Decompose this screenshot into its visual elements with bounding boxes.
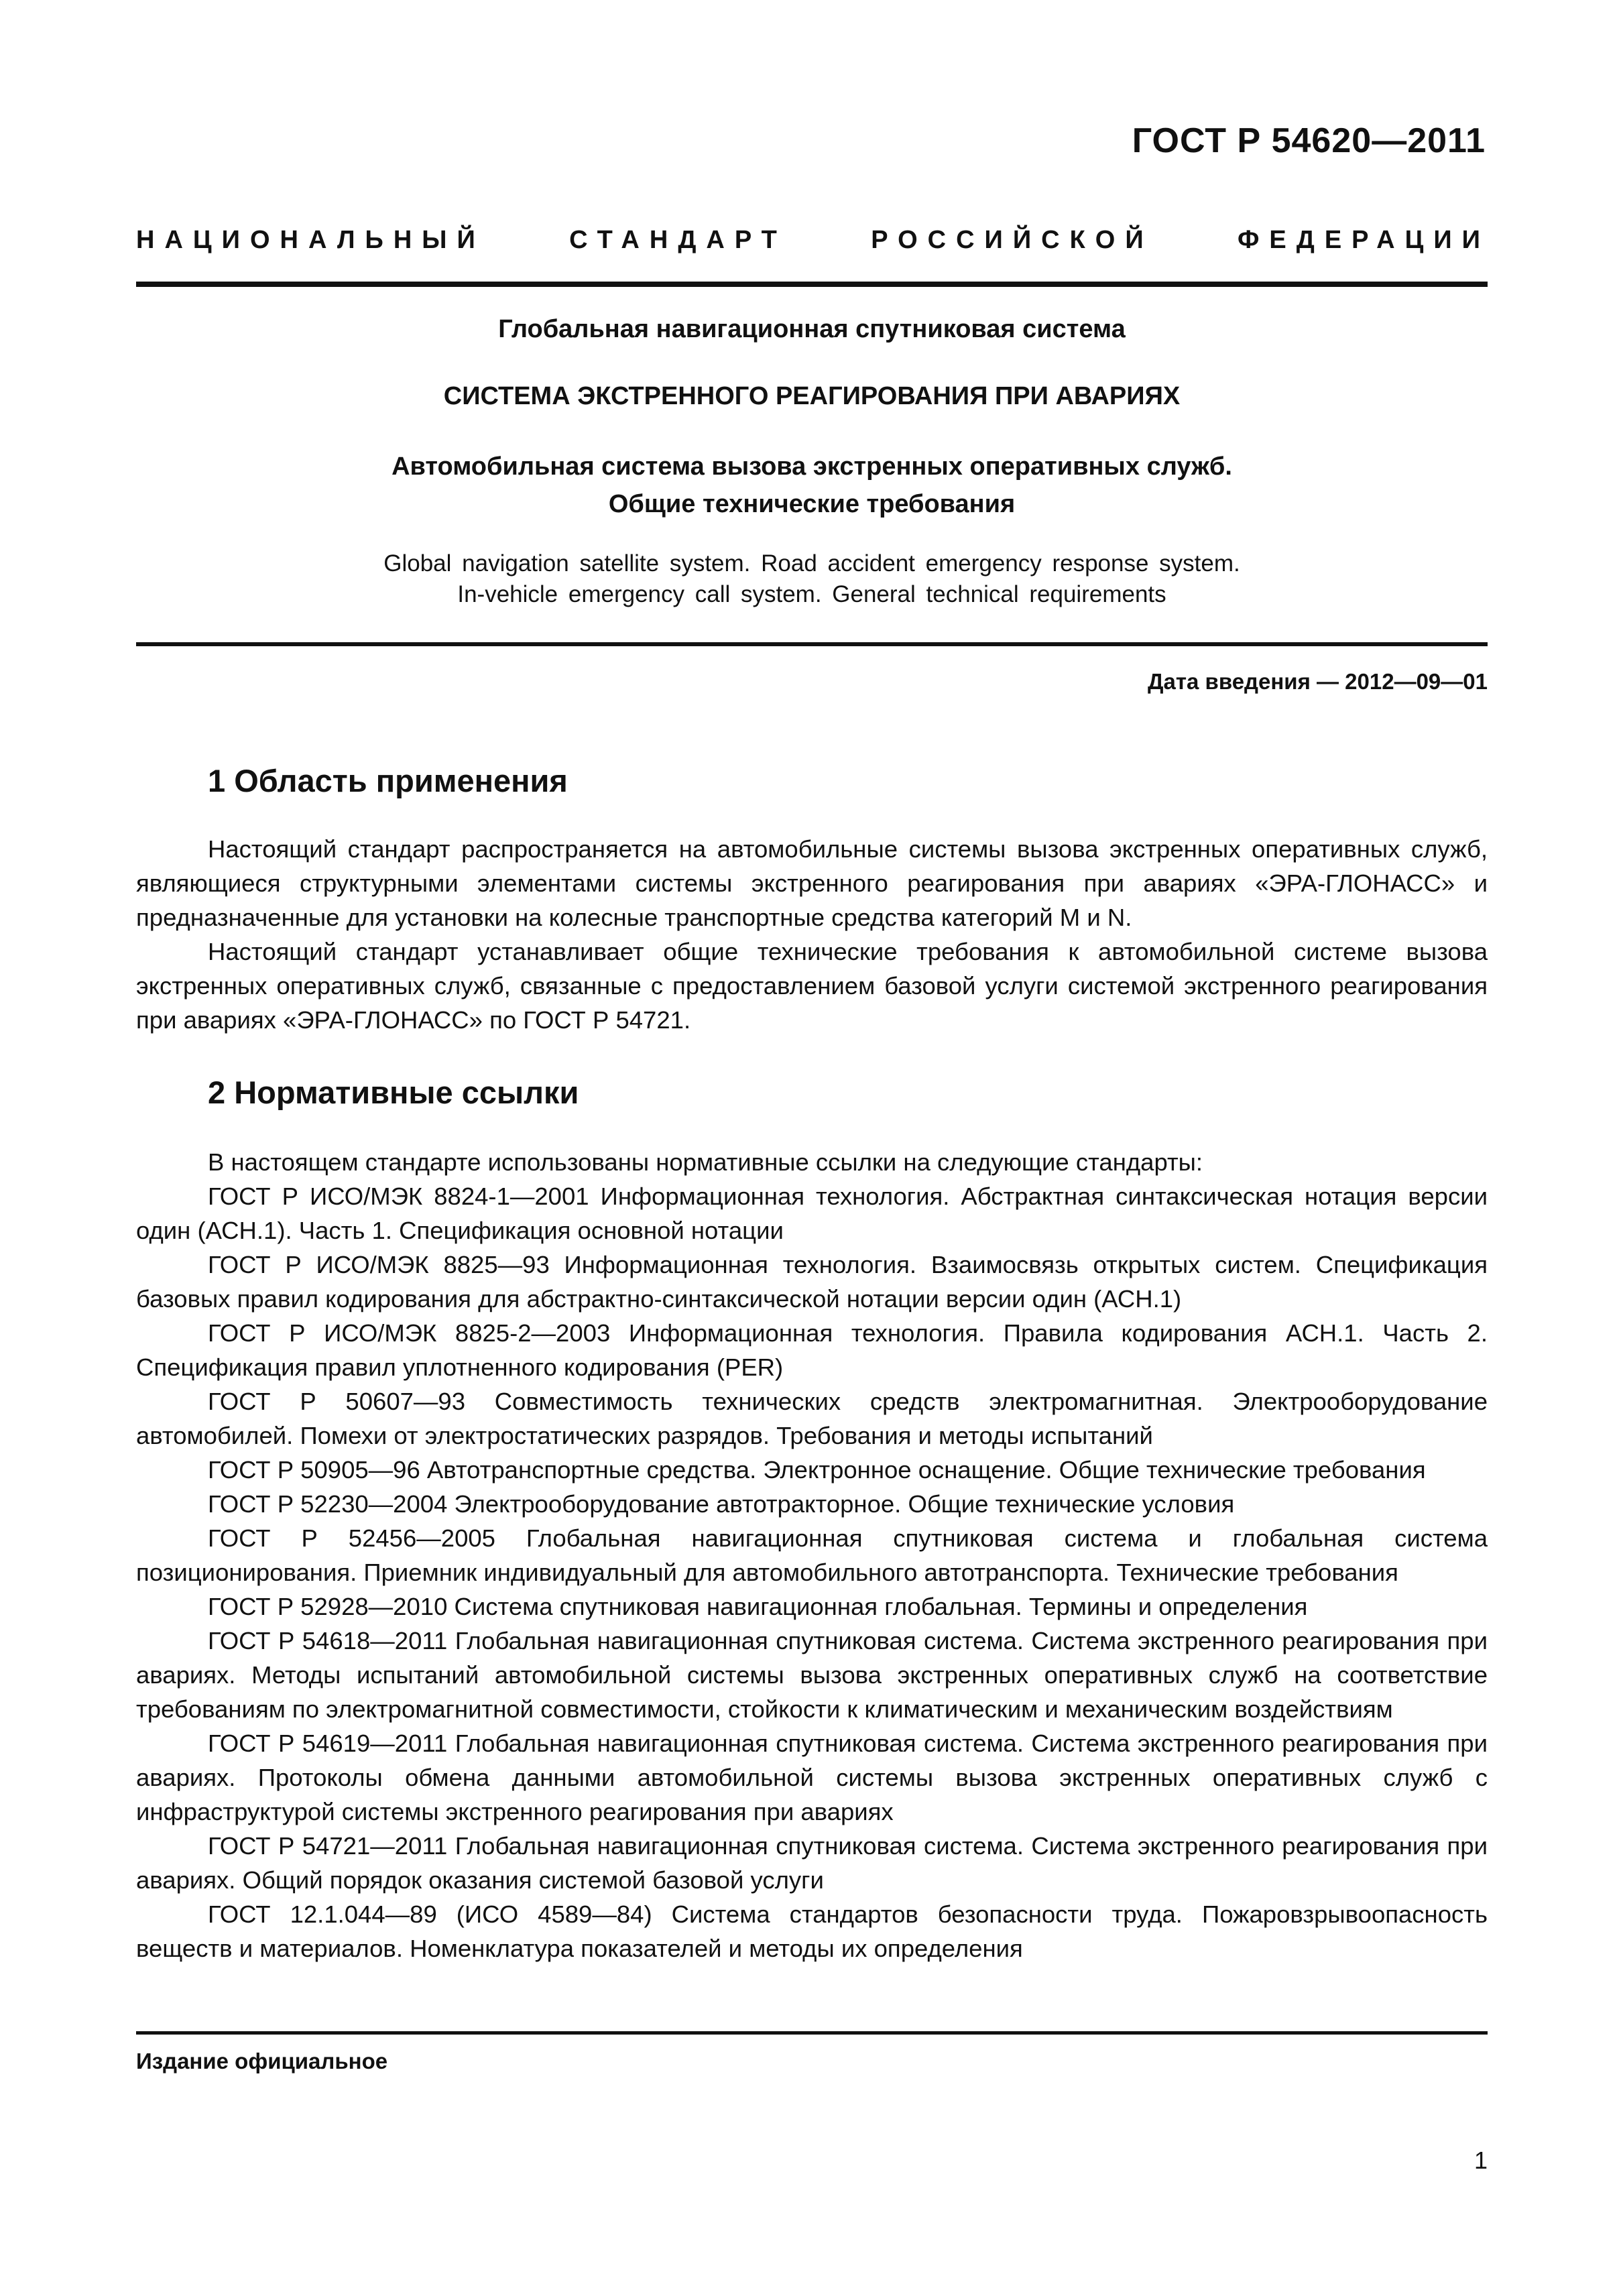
english-title-line-2: In-vehicle emergency call system. General technical requirements xyxy=(457,581,1166,607)
reference-intro: В настоящем стандарте использованы нормативные ссылки на следующие стандарты: xyxy=(208,1148,1203,1176)
page-number: 1 xyxy=(1474,2147,1488,2174)
document-number: ГОСТ Р 54620—2011 xyxy=(1132,121,1486,160)
reference-item: ГОСТ Р 54618—2011 Глобальная навигационная спутниковая система. Система экстренного реагирования при авариях. Методы испытаний автомобильной системы вызова экстренных оперативных служб на соответствие требованиям по электромагнитной совместимости, стойкости к климатическим и механическим воздействиям xyxy=(136,1627,1488,1723)
title-divider xyxy=(136,642,1488,646)
subtitle-vehicle-system xyxy=(136,448,1488,523)
paragraph: Настоящий стандарт распространяется на автомобильные системы вызова экстренных оперативных служб, являющиеся структурными элементами системы экстренного реагирования при авариях «ЭРА-ГЛОНАСС» и предназначенные для установки на колесные транспортные средства категорий M и N. xyxy=(136,835,1488,931)
reference-item: ГОСТ Р 50607—93 Совместимость технических средств электромагнитная. Электрооборудование автомобилей. Помехи от электростатических разрядов. Требования и методы испытаний xyxy=(136,1388,1488,1449)
reference-item: ГОСТ Р ИСО/МЭК 8825—93 Информационная технология. Взаимосвязь открытых систем. Спецификация базовых правил кодирования для абстрактно-синтаксической нотации версии один (АСН.1) xyxy=(136,1251,1488,1313)
reference-item: ГОСТ Р 54619—2011 Глобальная навигационная спутниковая система. Система экстренного реагирования при авариях. Протоколы обмена данными автомобильной системы вызова экстренных оперативных служб с инфраструктурой системы экстренного реагирования при авариях xyxy=(136,1730,1488,1825)
section-1-heading: 1 Область применения xyxy=(208,763,568,798)
reference-item: ГОСТ Р ИСО/МЭК 8825-2—2003 Информационная технология. Правила кодирования АСН.1. Часть 2. Спецификация правил уплотненного кодирования (PER) xyxy=(136,1319,1488,1381)
section-1-body xyxy=(136,832,1488,1037)
reference-item: ГОСТ Р 52456—2005 Глобальная навигационная спутниковая система и глобальная система позиционирования. Приемник индивидуальный для автомобильного автотранспорта. Технические требования xyxy=(136,1524,1488,1586)
reference-item: ГОСТ Р 52928—2010 Система спутниковая навигационная глобальная. Термины и определения xyxy=(208,1593,1308,1620)
footer-divider xyxy=(136,2031,1488,2035)
official-edition-label: Издание официальное xyxy=(136,2049,388,2073)
subtitle-line-2: Общие технические требования xyxy=(608,490,1016,518)
english-title xyxy=(136,548,1488,610)
subtitle-emergency: СИСТЕМА ЭКСТРЕННОГО РЕАГИРОВАНИЯ ПРИ АВАРИЯХ xyxy=(443,382,1181,410)
subtitle-line-1: Автомобильная система вызова экстренных оперативных служб. xyxy=(392,452,1232,481)
effective-date: Дата введения — 2012—09—01 xyxy=(1148,669,1488,694)
subtitle-system: Глобальная навигационная спутниковая система xyxy=(498,315,1126,343)
reference-item: ГОСТ Р 50905—96 Автотранспортные средства. Электронное оснащение. Общие технические требования xyxy=(208,1456,1426,1484)
national-standard-title: НАЦИОНАЛЬНЫЙ СТАНДАРТ РОССИЙСКОЙ ФЕДЕРАЦИИ xyxy=(136,226,1490,254)
paragraph: Настоящий стандарт устанавливает общие технические требования к автомобильной системе вызова экстренных оперативных служб, связанные с предоставлением базовой услуги системой экстренного реагирования при авариях «ЭРА-ГЛОНАСС» по ГОСТ Р 54721. xyxy=(136,938,1488,1034)
reference-item: ГОСТ Р ИСО/МЭК 8824-1—2001 Информационная технология. Абстрактная синтаксическая нотация версии один (АСН.1). Часть 1. Спецификация основной нотации xyxy=(136,1183,1488,1244)
english-title-line-1: Global navigation satellite system. Road accident emergency response system. xyxy=(383,550,1240,577)
reference-item: ГОСТ 12.1.044—89 (ИСО 4589—84) Система стандартов безопасности труда. Пожаровзрывоопасность веществ и материалов. Номенклатура показателей и методы их определения xyxy=(136,1900,1488,1962)
top-divider xyxy=(136,282,1488,287)
reference-item: ГОСТ Р 54721—2011 Глобальная навигационная спутниковая система. Система экстренного реагирования при авариях. Общий порядок оказания системой базовой услуги xyxy=(136,1832,1488,1894)
section-2-heading: 2 Нормативные ссылки xyxy=(208,1075,579,1110)
section-2-body xyxy=(136,1145,1488,1966)
reference-item: ГОСТ Р 52230—2004 Электрооборудование автотракторное. Общие технические условия xyxy=(208,1490,1235,1518)
